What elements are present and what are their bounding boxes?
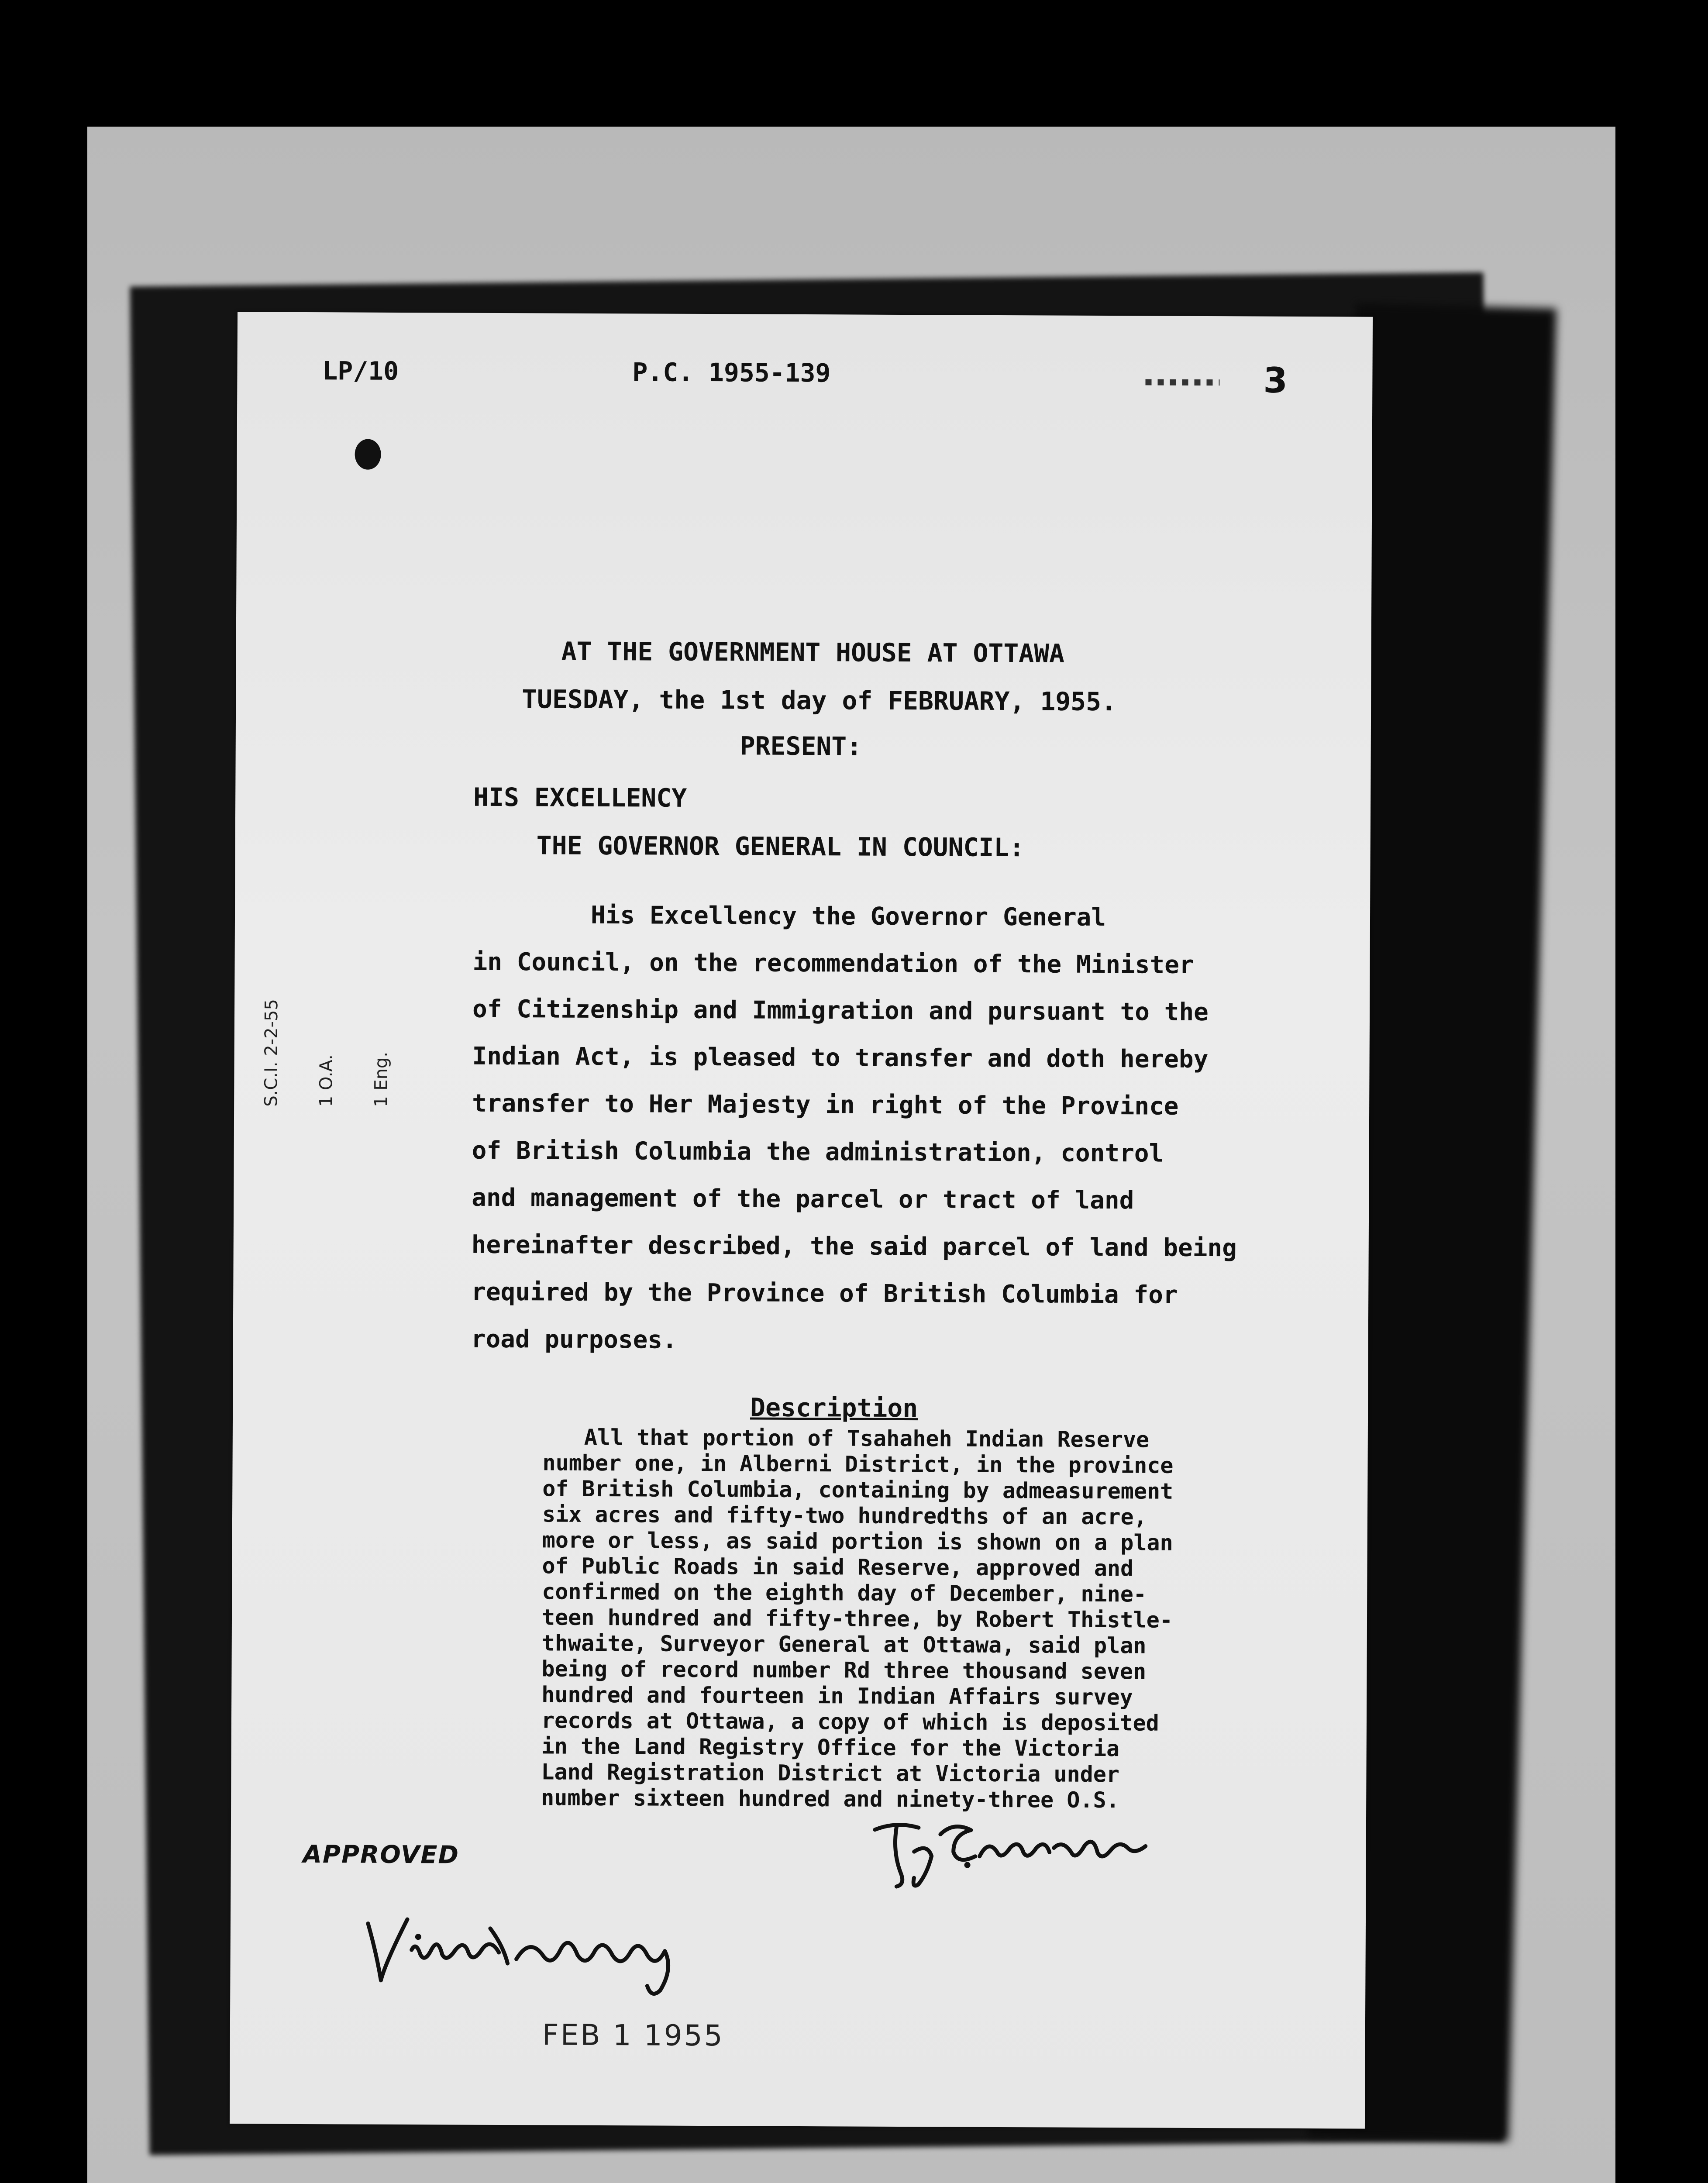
document-page	[230, 312, 1373, 2128]
body-line: Indian Act, is pleased to transfer and doth hereby	[472, 1042, 1209, 1074]
signature-governor-general	[359, 1902, 691, 2004]
margin-note	[225, 999, 427, 1108]
margin-note-line: S.C.I. 2-2-55	[261, 999, 282, 1107]
body-line: transfer to Her Majesty in right of the Province	[472, 1089, 1179, 1121]
description-line: number sixteen hundred and ninety-three O.S.	[541, 1785, 1119, 1813]
description-line: of Public Roads in said Reserve, approved and	[542, 1553, 1134, 1581]
description-line: thwaite, Surveyor General at Ottawa, said plan	[541, 1630, 1147, 1659]
body-line: and management of the parcel or tract of land	[472, 1183, 1134, 1215]
body-line: His Excellency the Governor General	[590, 901, 1106, 932]
description-line: number one, in Alberni District, in the province	[542, 1450, 1174, 1478]
description-line: in the Land Registry Office for the Victoria	[541, 1733, 1120, 1762]
stamp-date: FEB 1 1955	[542, 2018, 724, 2053]
body-paragraph	[471, 892, 1239, 1367]
description-line: confirmed on the eighth day of December, nine-	[542, 1579, 1147, 1607]
body-line: of British Columbia the administration, control	[472, 1136, 1164, 1168]
heading-council: THE GOVERNOR GENERAL IN COUNCIL:	[536, 830, 1025, 863]
description-line: All that portion of Tsahaheh Indian Reserve	[584, 1424, 1150, 1453]
body-line: in Council, on the recommendation of the Minister	[472, 947, 1194, 979]
description-line: of British Columbia, containing by admeasurement	[542, 1476, 1174, 1504]
body-line: of Citizenship and Immigration and pursuant to the	[472, 995, 1209, 1027]
page-number: 3	[1263, 360, 1288, 401]
description-line: Land Registration District at Victoria under	[541, 1759, 1120, 1787]
description-line: records at Ottawa, a copy of which is deposited	[541, 1708, 1159, 1736]
description-line: hundred and fourteen in Indian Affairs survey	[541, 1682, 1133, 1710]
body-line: road purposes.	[471, 1325, 677, 1354]
description-line: six acres and fifty-two hundredths of an acre,	[542, 1501, 1147, 1530]
heading-date: TUESDAY, the 1st day of FEBRUARY, 1955.	[522, 684, 1117, 717]
margin-note-line: 1 O.A.	[316, 1054, 337, 1107]
heading-place: AT THE GOVERNMENT HOUSE AT OTTAWA	[561, 636, 1065, 668]
body-line: hereinafter described, the said parcel of land being	[471, 1230, 1237, 1263]
header-smudge	[1145, 379, 1219, 386]
punch-hole	[355, 439, 381, 470]
description-line: teen hundred and fifty-three, by Robert Thistle-	[541, 1605, 1173, 1633]
description-title: Description	[750, 1392, 918, 1423]
order-number: P.C. 1955-139	[632, 357, 831, 388]
description-block	[541, 1424, 1174, 1813]
body-line: required by the Province of British Columbia for	[471, 1277, 1178, 1309]
description-line: being of record number Rd three thousand seven	[541, 1656, 1147, 1684]
heading-excellency: HIS EXCELLENCY	[473, 782, 687, 813]
heading-present: PRESENT:	[740, 731, 862, 761]
signature-prime-minister	[866, 1804, 1163, 1892]
margin-note-line: 1 Eng.	[371, 1051, 392, 1107]
file-code: LP/10	[322, 356, 399, 386]
description-line: more or less, as said portion is shown on a plan	[542, 1527, 1173, 1556]
approved-label: APPROVED	[303, 1840, 460, 1870]
